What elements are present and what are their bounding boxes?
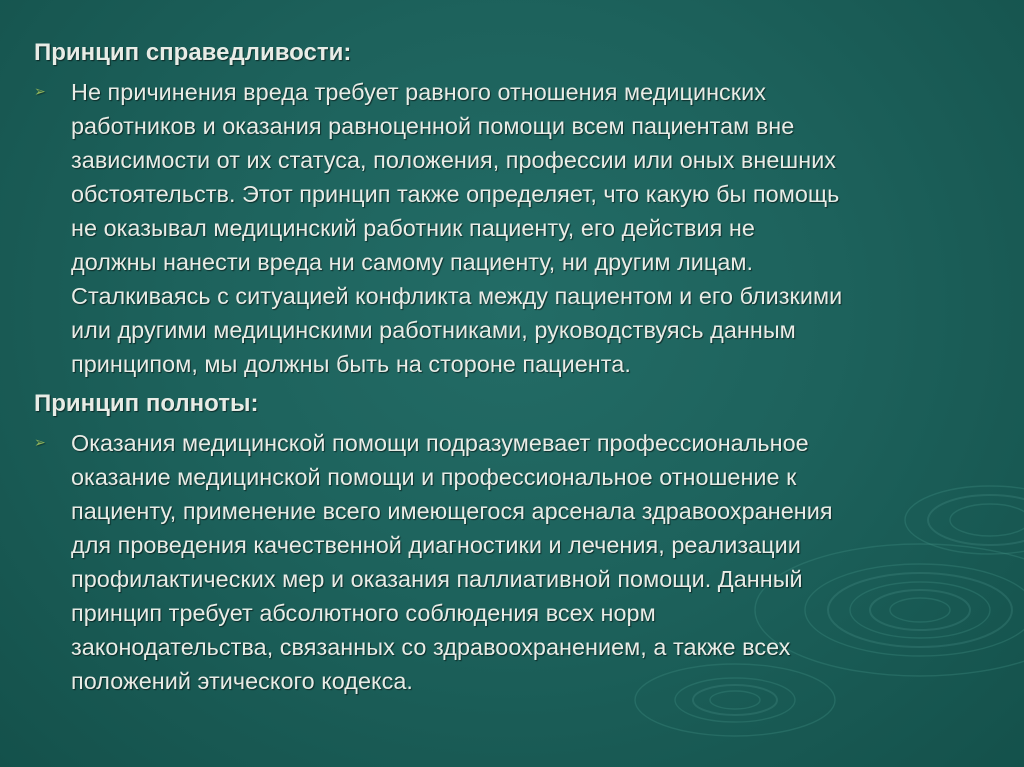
arrowhead-bullet-icon: ➢ [34,83,46,99]
text-line: должны нанести вреда ни самому пациенту, ни другим лицам. [71,249,754,275]
text-line: зависимости от их статуса, положения, профессии или оных внешних [71,147,837,173]
text-line: законодательства, связанных со здравоохранением, а также всех [71,634,791,660]
text-line: оказание медицинской помощи и профессиональное отношение к [71,464,797,490]
arrowhead-bullet-icon: ➢ [34,434,46,450]
bullet-justice [34,75,994,381]
text-line: принцип требует абсолютного соблюдения всех норм [71,600,656,626]
text-line: для проведения качественной диагностики и лечения, реализации [71,532,801,558]
text-line: пациенту, применение всего имеющегося арсенала здравоохранения [71,498,833,524]
section-heading-justice: Принцип справедливости: [34,39,352,66]
text-line: профилактических мер и оказания паллиативной помощи. Данный [71,566,803,592]
text-line: не оказывал медицинский работник пациенту, его действия не [71,215,755,241]
section-heading-completeness: Принцип полноты: [34,390,259,417]
text-line: положений этического кодекса. [71,668,413,694]
text-line: работников и оказания равноценной помощи всем пациентам вне [71,113,795,139]
bullet-text-completeness [71,426,994,698]
text-line: Сталкиваясь с ситуацией конфликта между пациентом и его близкими [71,283,843,309]
text-line: обстоятельств. Этот принцип также определяет, что какую бы помощь [71,181,840,207]
bullet-completeness [34,426,994,698]
text-line: или другими медицинскими работниками, руководствуясь данным [71,317,796,343]
text-line: Не причинения вреда требует равного отношения медицинских [71,79,766,105]
bullet-text-justice [71,75,994,381]
slide-content [34,36,994,698]
text-line: принципом, мы должны быть на стороне пациента. [71,351,631,377]
text-line: Оказания медицинской помощи подразумевает профессиональное [71,430,809,456]
